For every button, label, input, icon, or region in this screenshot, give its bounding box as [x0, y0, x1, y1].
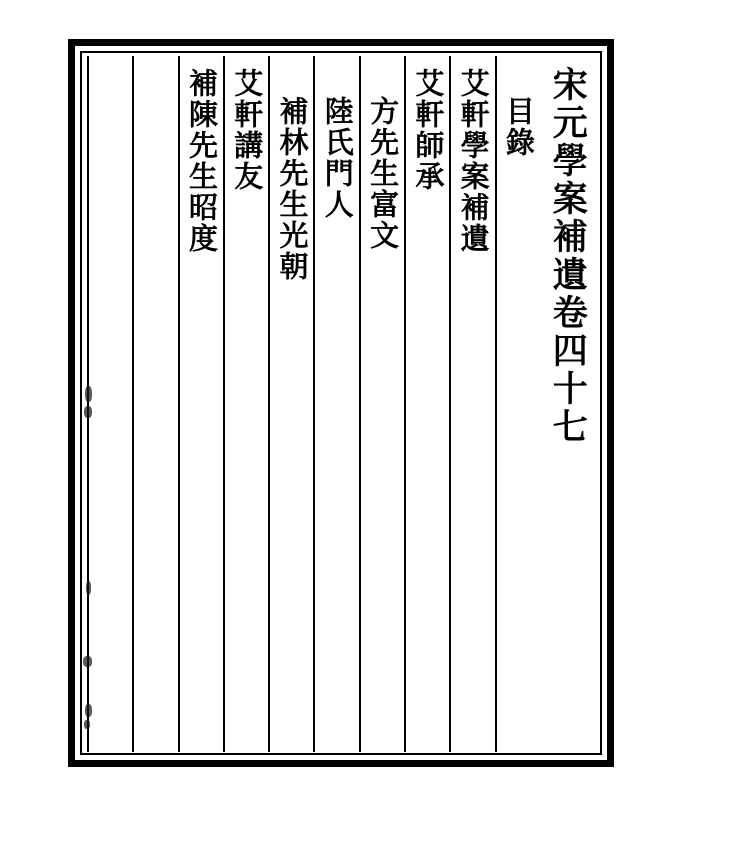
woodblock-frame [68, 39, 614, 767]
column-blank-2 [87, 56, 132, 752]
column-lu-clan-disciples [313, 56, 358, 752]
ink-speck [84, 720, 90, 729]
column-fang-xianwen [359, 56, 404, 752]
column-lin-guangchao [268, 56, 313, 752]
column-title-text-wrap [540, 60, 595, 752]
ink-speck [86, 581, 91, 595]
heading-lu-clan-disciples: 陸氏門人 [320, 96, 355, 220]
ink-speck [84, 406, 92, 418]
column-contents-wrap [497, 60, 540, 752]
heading-aixuan-buyi: 艾軒學案補遺 [456, 68, 491, 254]
page-title: 宋元學案補遺卷四十七 [547, 66, 589, 446]
column-aixuan-buyi-wrap [451, 60, 494, 752]
entry-lin-guangchao: 補林先生光朝 [275, 96, 310, 282]
heading-aixuan-jiangyou: 艾軒講友 [230, 68, 265, 192]
column-lin-guangchao-wrap [270, 60, 313, 752]
column-chen-zhaodu-wrap [180, 60, 223, 752]
column-chen-zhaodu [178, 56, 223, 752]
column-fang-xianwen-wrap [361, 60, 404, 752]
column-title [540, 56, 595, 752]
ink-speck [85, 386, 92, 402]
ink-speck [83, 656, 92, 667]
text-columns [87, 56, 595, 752]
column-blank-2-wrap [89, 60, 132, 752]
heading-aixuan-shicheng: 艾軒師承 [411, 68, 446, 192]
column-aixuan-shicheng-wrap [406, 60, 449, 752]
column-blank-1-wrap [134, 60, 177, 752]
entry-chen-zhaodu: 補陳先生昭度 [184, 68, 219, 254]
column-blank-1 [132, 56, 177, 752]
column-aixuan-shicheng [404, 56, 449, 752]
heading-contents: 目錄 [501, 96, 536, 158]
ink-speck [85, 704, 92, 717]
column-aixuan-jiangyou-wrap [225, 60, 268, 752]
column-lu-clan-disciples-wrap [315, 60, 358, 752]
column-aixuan-buyi [449, 56, 494, 752]
column-aixuan-jiangyou [223, 56, 268, 752]
entry-fang-xianwen: 方先生富文 [366, 96, 401, 251]
column-contents [495, 56, 540, 752]
